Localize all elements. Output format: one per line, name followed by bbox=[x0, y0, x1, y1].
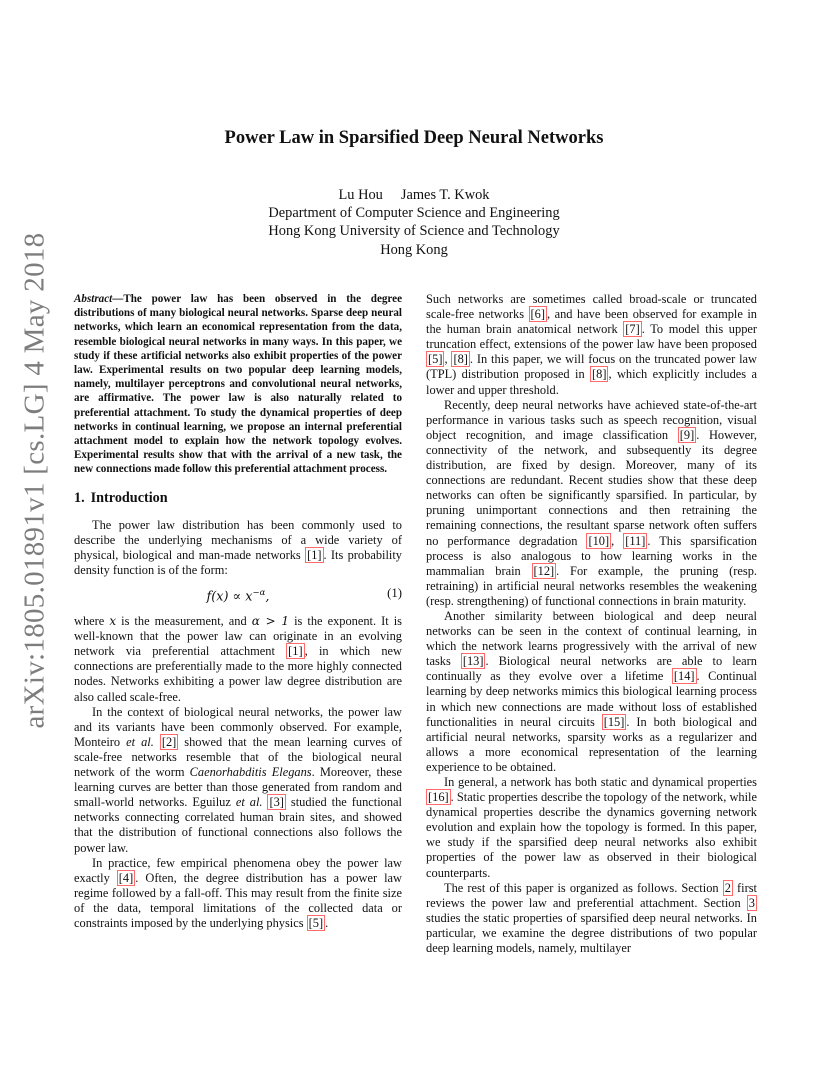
equation-exponent: −α bbox=[252, 588, 266, 599]
citation-link[interactable]: [11] bbox=[625, 533, 646, 548]
body-paragraph bbox=[426, 775, 757, 881]
text-run: . Its probability density function is of the form: bbox=[74, 547, 402, 578]
citation-link[interactable]: [6] bbox=[530, 307, 545, 322]
text-run: , and have been observed for example in the human brain anatomical network bbox=[426, 307, 757, 337]
abstract-text: The power law has been observed in the degree distributions of many biological neural networks. Sparse deep neural networks, which learn an economical representation from the data, resemble biological neural networks in many ways. In this paper, we study if these artificial networks also exhibit properties of the power law. Experimental results on two popular deep learning models, namely, multilayer perceptrons and convolutional neural networks, are affirmative. The power law is also naturally related to preferential attachment. To study the dynamical properties of deep networks in continual learning, we propose an internal preferential attachment model to explain how the network topology evolves. Experimental results show that with the arrival of a new task, the new connections made follow this preferential attachment process. bbox=[74, 293, 402, 476]
text-run: In general, a network has both static and dynamical properties bbox=[444, 775, 757, 789]
citation-link[interactable]: [5] bbox=[428, 352, 443, 367]
author-block bbox=[0, 186, 828, 259]
author-names bbox=[0, 186, 828, 204]
citation-link[interactable]: [1] bbox=[288, 644, 303, 659]
text-run: . bbox=[325, 915, 329, 930]
text-run: , in which new connections are preferentially made to the more highly connected nodes. Networks exhibiting a power law degree distribution are also called scale-free. bbox=[74, 644, 402, 704]
text-run: is the measurement, and bbox=[116, 614, 252, 629]
equation-number: (1) bbox=[387, 586, 402, 601]
author-location: Hong Kong bbox=[380, 241, 448, 258]
text-run: , bbox=[611, 533, 624, 548]
arxiv-identifier-stamp bbox=[15, 232, 55, 728]
text-run: et al. bbox=[235, 795, 263, 810]
citation-link[interactable]: [9] bbox=[679, 427, 695, 442]
body-paragraph bbox=[426, 292, 757, 398]
text-run: . Biological neural networks are able to learn continually as they evolve over a lifetime bbox=[426, 654, 757, 684]
author-department: Department of Computer Science and Engineering bbox=[268, 205, 560, 222]
equation-lhs: f(x) ∝ x bbox=[206, 589, 253, 605]
body-paragraph bbox=[74, 518, 402, 578]
citation-link[interactable]: [3] bbox=[269, 795, 284, 810]
citation-link[interactable]: [7] bbox=[625, 322, 640, 337]
text-run: Caenorhabditis Elegans bbox=[189, 765, 312, 780]
citation-link[interactable]: [13] bbox=[462, 654, 484, 669]
text-run: . Static properties describe the topology of the network, while dynamical properties describe the dynamics governing network evolution and explain how the topology is formed. In this paper, we study if the sparsified deep neural networks also exhibit properties of the power law as observed in their biological counterparts. bbox=[426, 790, 757, 880]
arxiv-identifier-text: arXiv:1805.01891v1 [cs.LG] 4 May 2018 bbox=[18, 232, 51, 728]
text-run: Recently, deep neural networks have achieved state-of-the-art performance in various tasks such as speech recognition, visual object recognition, and image classification bbox=[426, 397, 757, 442]
paper-title: Power Law in Sparsified Deep Neural Networks bbox=[224, 128, 604, 148]
abstract: Abstract—The power law has been observed in the degree distributions of many biological neural networks. Sparse deep neural networks, which learn an economical representation from the data, resemble biological neural networks in many ways. In this paper, we study if these artificial networks also exhibit properties of the power law. Experimental results on two popular deep learning models, namely, multilayer perceptrons and convolutional neural networks, are affirmative. The power law is also naturally related to preferential attachment. To study the dynamical properties of deep networks in continual learning, we propose an internal preferential attachment model to explain how the network topology evolves. Experimental results show that with the arrival of a new task, the new connections made follow this preferential attachment process. bbox=[74, 293, 402, 476]
body-paragraph bbox=[426, 609, 757, 775]
right-column bbox=[426, 292, 757, 956]
text-run: . Continual learning by deep networks mimics this biological learning process in which new connections are made without loss of established functionalities in neural circuits bbox=[426, 669, 757, 729]
section-link[interactable]: 2 bbox=[724, 880, 731, 895]
text-run: is the exponent. It is well-known that the power law can originate in an evolving network via preferential attachment bbox=[74, 614, 402, 659]
text-run: . In this paper, we will focus on the truncated power law (TPL) distribution proposed in bbox=[426, 352, 757, 382]
section-heading-introduction bbox=[74, 491, 402, 506]
section-title: Introduction bbox=[90, 489, 168, 506]
section-number: 1. bbox=[74, 489, 85, 506]
body-paragraph bbox=[426, 881, 757, 956]
citation-link[interactable]: [4] bbox=[118, 870, 134, 885]
text-run: The power law distribution has been commonly used to describe the underlying mechanisms of a wide variety of physical, biological and man-made networks bbox=[74, 517, 402, 562]
citation-link[interactable]: [2] bbox=[161, 734, 177, 749]
math-symbol: α > 1 bbox=[251, 614, 290, 629]
body-paragraph bbox=[74, 856, 402, 931]
text-run: , which explicitly includes a lower and upper threshold. bbox=[426, 367, 757, 397]
text-run: . In both biological and artificial neural networks, sparsity works as a regularizer and allows a more economical representation of the learning experience to be obtained. bbox=[426, 714, 757, 774]
citation-link[interactable]: [10] bbox=[588, 533, 610, 548]
text-run: et al. bbox=[126, 734, 154, 749]
citation-link[interactable]: [1] bbox=[307, 547, 322, 562]
citation-link[interactable]: [8] bbox=[592, 367, 607, 382]
text-run: first reviews the power law and preferential attachment. Section bbox=[426, 880, 757, 910]
text-run: showed that the mean learning curves of scale-free networks resemble that of the biological neural network of the worm bbox=[74, 734, 402, 780]
text-run: Another similarity between biological and deep neural networks can be seen in the context of continual learning, in which the network learns progressively with the arrival of new tasks bbox=[426, 608, 757, 669]
citation-link[interactable]: [14] bbox=[673, 669, 695, 684]
abstract-label: Abstract bbox=[74, 293, 113, 305]
body-paragraph bbox=[74, 614, 402, 705]
author-university: Hong Kong University of Science and Technology bbox=[268, 223, 560, 240]
text-run: studies the static properties of sparsified deep neural networks. In particular, we examine the degree distributions of two popular deep learning models, namely, multilayer bbox=[426, 910, 757, 956]
section-link[interactable]: 3 bbox=[748, 895, 755, 910]
equation-expression bbox=[74, 586, 402, 604]
text-run: . To model this upper truncation effect, extensions of the power law have been proposed bbox=[426, 322, 758, 352]
text-run: studied the functional networks connecting correlated human brain sites, and showed that the distribution of functional connections also follows the power law. bbox=[74, 795, 402, 855]
text-run: The rest of this paper is organized as follows. Section bbox=[444, 880, 723, 895]
text-run: . For example, the pruning (resp. retraining) in artificial neural networks resembles the weakening (resp. strengthening) of functional connections in brain maturity. bbox=[426, 563, 757, 608]
equation-1 bbox=[74, 582, 402, 608]
body-paragraph bbox=[426, 398, 757, 609]
equation-trail: , bbox=[265, 589, 270, 605]
text-run: where bbox=[74, 614, 110, 629]
math-symbol: x bbox=[109, 614, 117, 629]
citation-link[interactable]: [8] bbox=[453, 352, 468, 367]
text-run: In the context of biological neural networks, the power law and its variants have been commonly observed. For example, Monteiro bbox=[74, 704, 402, 749]
text-run: . However, connectivity of the network, and subsequently its degree distribution, are fixed by design. Moreover, many of its connections are redundant. Recent studies show that these deep networks can often be significantly sparsified. In particular, by pruning unimportant connections and then retraining the remaining connections, the resultant sparse network often suffers no performance degradation bbox=[426, 427, 757, 548]
text-run: . Often, the degree distribution has a power law regime followed by a fall-off. This may result from the finite size of the data, temporal limitations of the collected data or constraints imposed by the underlying physics bbox=[74, 870, 402, 930]
citation-link[interactable]: [15] bbox=[603, 714, 625, 729]
author-name: Lu Hou bbox=[338, 187, 383, 203]
text-run: Such networks are sometimes called broad-scale or truncated scale-free networks bbox=[426, 292, 757, 322]
author-name: James T. Kwok bbox=[400, 187, 490, 203]
citation-link[interactable]: [16] bbox=[428, 790, 449, 805]
text-run: . Moreover, these learning curves are better than those generated from random and small-world networks. Eguiluz bbox=[74, 765, 402, 810]
text-run: . This sparsification process is also analogous to how learning works in the mammalian brain bbox=[426, 533, 757, 578]
text-run: In practice, few empirical phenomena obey the power law exactly bbox=[74, 855, 402, 885]
citation-link[interactable]: [5] bbox=[308, 915, 324, 930]
left-column bbox=[74, 292, 402, 931]
text-run: , bbox=[444, 352, 452, 367]
body-paragraph bbox=[74, 705, 402, 856]
citation-link[interactable]: [12] bbox=[533, 563, 555, 578]
